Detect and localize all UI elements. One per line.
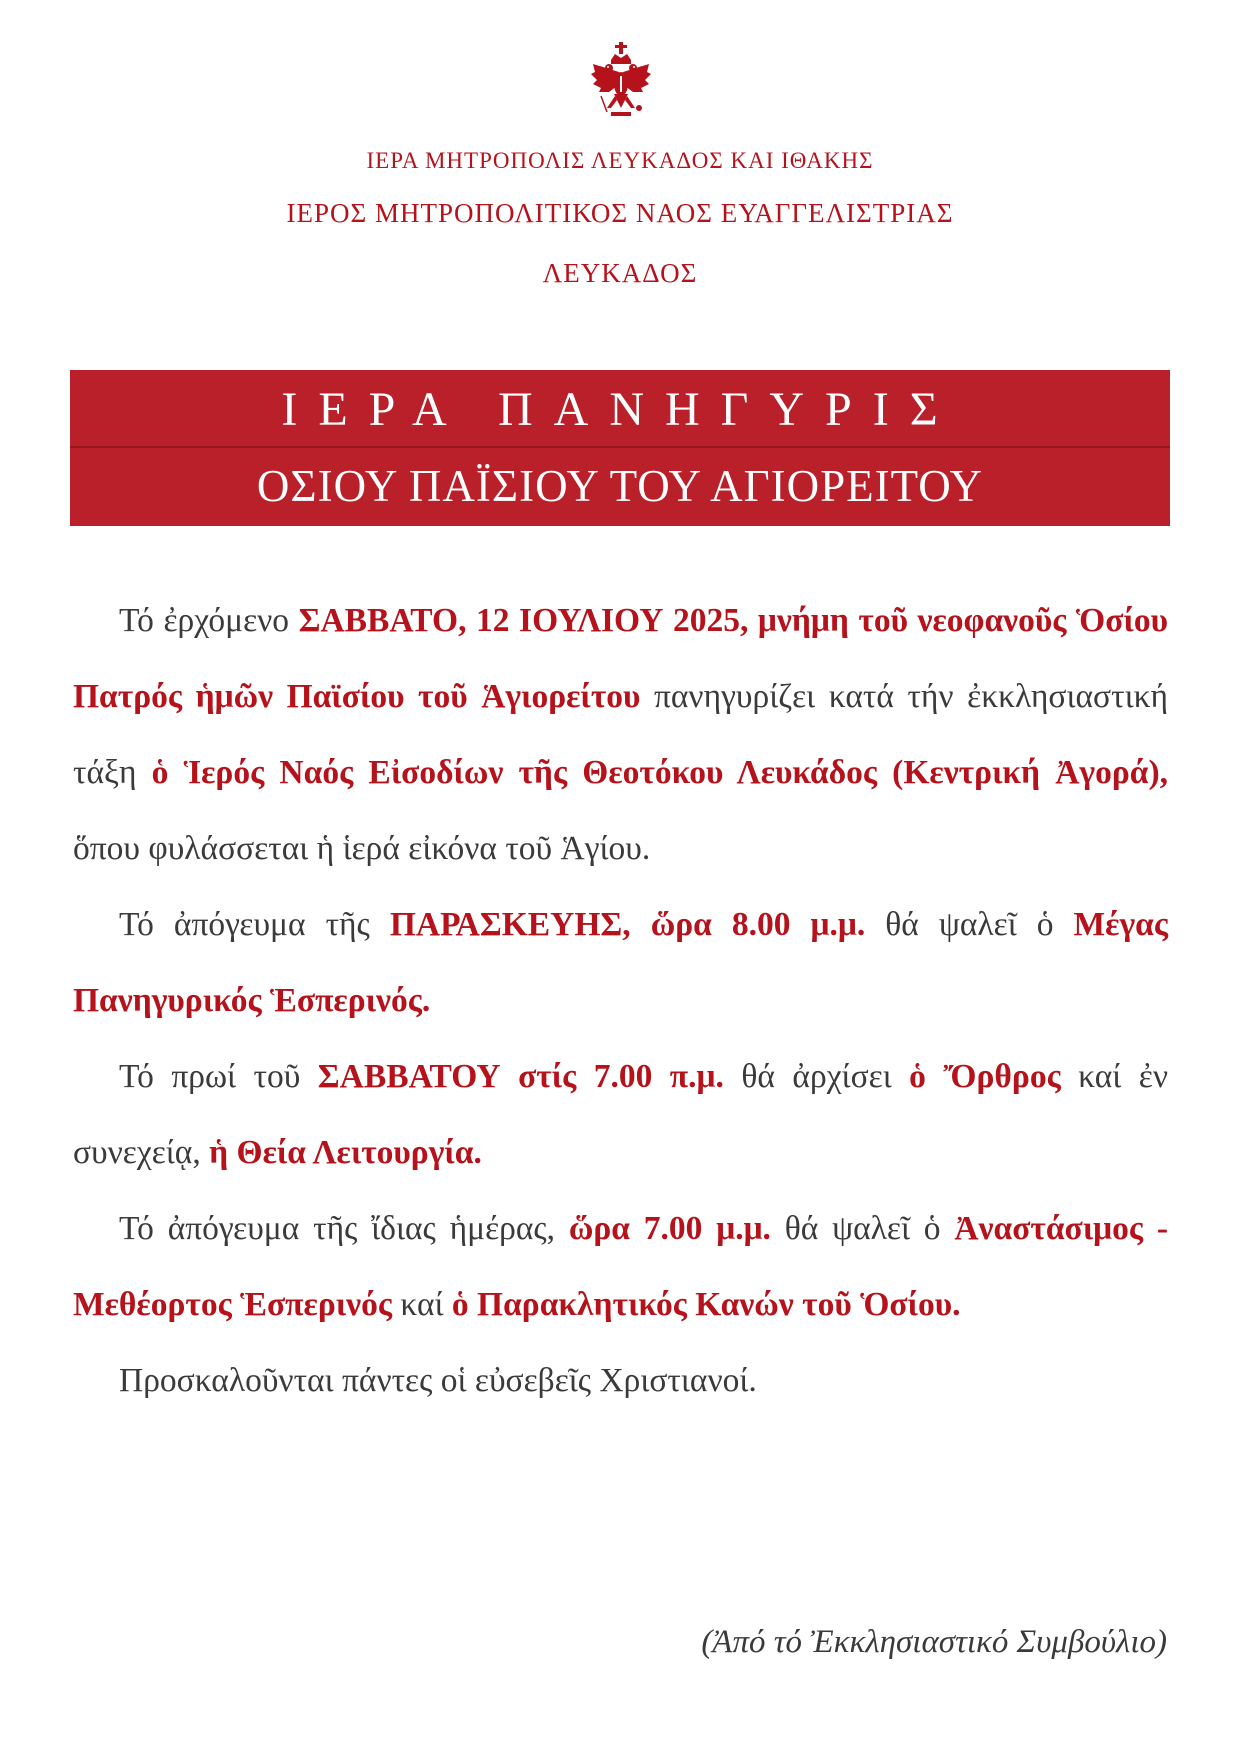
service-highlight: Ἀναστάσιμος - Μεθέορτος Ἑσπερινός [73, 1210, 1168, 1323]
church-highlight: ὁ Ἱερός Ναός Εἰσοδίων τῆς Θεοτόκου Λευκάδος (Κεντρική Ἀγορά), [151, 754, 1168, 791]
service-highlight: ὁ Παρακλητικός Κανών τοῦ Ὁσίου. [451, 1286, 961, 1323]
cathedral-title: ΙΕΡΟΣ ΜΗΤΡΟΠΟΛΙΤΙΚΟΣ ΝΑΟΣ ΕΥΑΓΓΕΛΙΣΤΡΙΑΣ [286, 198, 954, 228]
banner-title-feast: ΙΕΡΑ ΠΑΝΗΓΥΡΙΣ [281, 383, 959, 436]
text: καί ἐν συνεχείᾳ, [73, 1058, 1168, 1171]
time-highlight: ΠΑΡΑΣΚΕΥΗΣ, ὥρα 8.00 μ.μ. [389, 906, 866, 943]
text: πανηγυρίζει κατά τήν ἐκκλησιαστική τάξη [73, 678, 1168, 791]
text: Τό πρωί τοῦ [119, 1058, 318, 1095]
text: θά ἀρχίσει [723, 1058, 910, 1095]
paragraph-friday-vespers [73, 887, 1168, 1039]
metropolis-title: ΙΕΡΑ ΜΗΤΡΟΠΟΛΙΣ ΛΕΥΚΑΔΟΣ ΚΑΙ ΙΘΑΚΗΣ [366, 148, 874, 173]
paragraph-saturday-liturgy [73, 1039, 1168, 1191]
text: Τό ἐρχόμενο [119, 602, 299, 639]
text: Τό ἀπόγευμα τῆς [119, 906, 390, 943]
text: Προσκαλοῦνται πάντες οἱ εὐσεβεῖς Χριστιανοί. [119, 1362, 757, 1399]
city-title: ΛΕΥΚΑΔΟΣ [542, 258, 698, 288]
announcement-body [73, 583, 1168, 1419]
service-highlight: ὁ Ὄρθρος [909, 1058, 1061, 1095]
banner-title-saint: ΟΣΙΟΥ ΠΑΪΣΙΟΥ ΤΟΥ ΑΓΙΟΡΕΙΤΟΥ [256, 461, 984, 511]
text: θά ψαλεῖ ὁ [770, 1210, 955, 1247]
signature: (Ἀπό τό Ἐκκλησιαστικό Συμβούλιο) [701, 1624, 1167, 1660]
double-headed-eagle-icon [589, 42, 653, 120]
banner-divider [70, 446, 1170, 448]
text: καί [392, 1286, 452, 1323]
time-highlight: ὥρα 7.00 μ.μ. [568, 1210, 771, 1247]
paragraph-saturday-vespers [73, 1191, 1168, 1343]
paragraph-invitation [73, 1343, 1168, 1419]
paragraph-feast-day [73, 583, 1168, 887]
text: Τό ἀπόγευμα τῆς ἴδιας ἡμέρας, [119, 1210, 569, 1247]
time-highlight: ΣΑΒΒΑΤΟΥ στίς 7.00 π.μ. [317, 1058, 724, 1095]
date-highlight: ΣΑΒΒΑΤΟ, 12 ΙΟΥΛΙΟΥ 2025, μνήμη τοῦ νεοφανοῦς Ὁσίου Πατρός ἡμῶν Παϊσίου τοῦ Ἁγιορείτου [73, 602, 1168, 715]
service-highlight: ἡ Θεία Λειτουργία. [209, 1134, 482, 1171]
text: ὅπου φυλάσσεται ἡ ἱερά εἰκόνα τοῦ Ἁγίου. [73, 830, 651, 867]
service-highlight: Μέγας Πανηγυρικός Ἑσπερινός. [73, 906, 1168, 1019]
event-banner [70, 370, 1170, 526]
text: θά ψαλεῖ ὁ [865, 906, 1074, 943]
